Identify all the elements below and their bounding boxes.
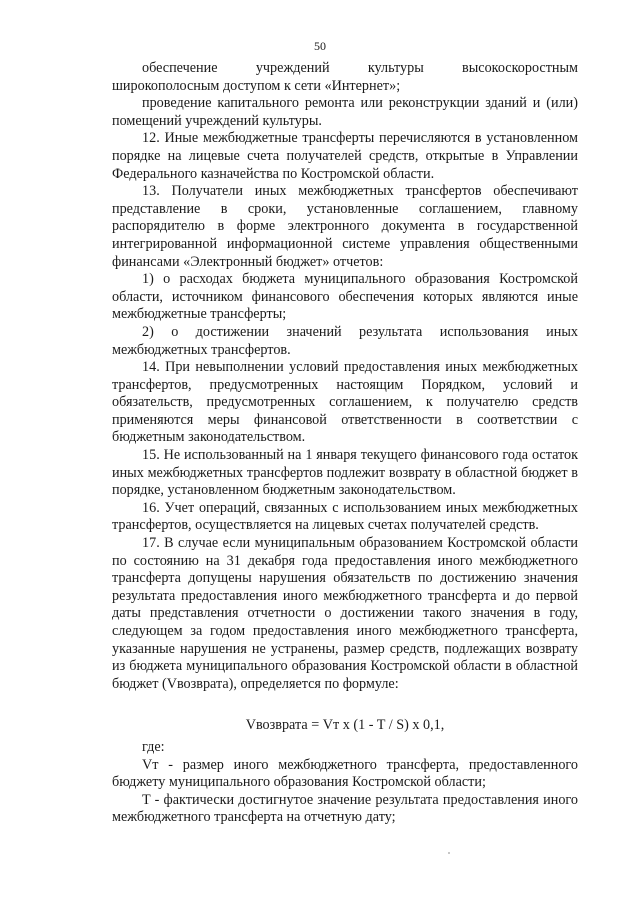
- paragraph-13-item-2: 2) о достижении значений результата использования иных межбюджетных трансфертов.: [112, 323, 578, 358]
- definition-t: T - фактически достигнутое значение результата предоставления иного межбюджетного трансферта на отчетную дату;: [112, 791, 578, 826]
- paragraph-13: 13. Получатели иных межбюджетных трансфертов обеспечивают представление в сроки, установленные соглашением, главному распорядителю в форме электронного документа в государственной интегрированной информационной системе управления общественными финансами «Электронный бюджет» отчетов:: [112, 183, 578, 270]
- paragraph-12: 12. Иные межбюджетные трансферты перечисляются в установленном порядке на лицевые счета получателей средств, открытые в Управлении Федерального казначейства по Костромской области.: [112, 130, 578, 182]
- paragraph-16: 16. Учет операций, связанных с использованием иных межбюджетных трансфертов, осуществляется на лицевых счетах получателей средств.: [112, 499, 578, 534]
- paragraph-capital-repair: проведение капитального ремонта или реконструкции зданий и (или) помещений учреждений культуры.: [112, 95, 578, 129]
- paragraph-14: 14. При невыполнении условий предоставления иных межбюджетных трансфертов, предусмотренных настоящим Порядком, условий и обязательств, предусмотренных соглашением, к получателю средств применяются меры финансовой ответственности в соответствии с бюджетным законодательством.: [112, 359, 578, 446]
- paragraph-17: 17. В случае если муниципальным образованием Костромской области по состоянию на 31 декабря года предоставления иного межбюджетного трансферта допущены нарушения обязательств по достижению значения результата предоставления иного межбюджетного трансферта и до первой даты представления отчетности о достижении такого значения в году, следующем за годом предоставления иного межбюджетного трансферта, указанные нарушения не устранены, размер средств, подлежащих возврату из бюджета муниципального образования Костромской области в областной бюджет (Vвозврата), определяется по формуле:: [112, 535, 578, 692]
- where-label: где:: [142, 738, 165, 755]
- paragraph-15: 15. Не использованный на 1 января текущего финансового года остаток иных межбюджетных трансфертов подлежит возврату в областной бюджет в порядке, установленном бюджетным законодательством.: [112, 447, 578, 499]
- page-number: 50: [314, 39, 326, 53]
- paragraph-culture-internet: обеспечение учреждений культуры высокоскоростным широкополосным доступом к сети «Интернет»;: [112, 60, 578, 94]
- refund-formula: Vвозврата = Vт x (1 - T / S) x 0,1,: [245, 717, 445, 734]
- document-body: [112, 60, 578, 827]
- paragraph-13-item-1: 1) о расходах бюджета муниципального образования Костромской области, источником финансового обеспечения которых являются иные межбюджетные трансферты;: [112, 271, 578, 323]
- scan-speck: [448, 852, 450, 854]
- definition-vt: Vт - размер иного межбюджетного трансферта, предоставленного бюджету муниципального образования Костромской области;: [112, 756, 578, 791]
